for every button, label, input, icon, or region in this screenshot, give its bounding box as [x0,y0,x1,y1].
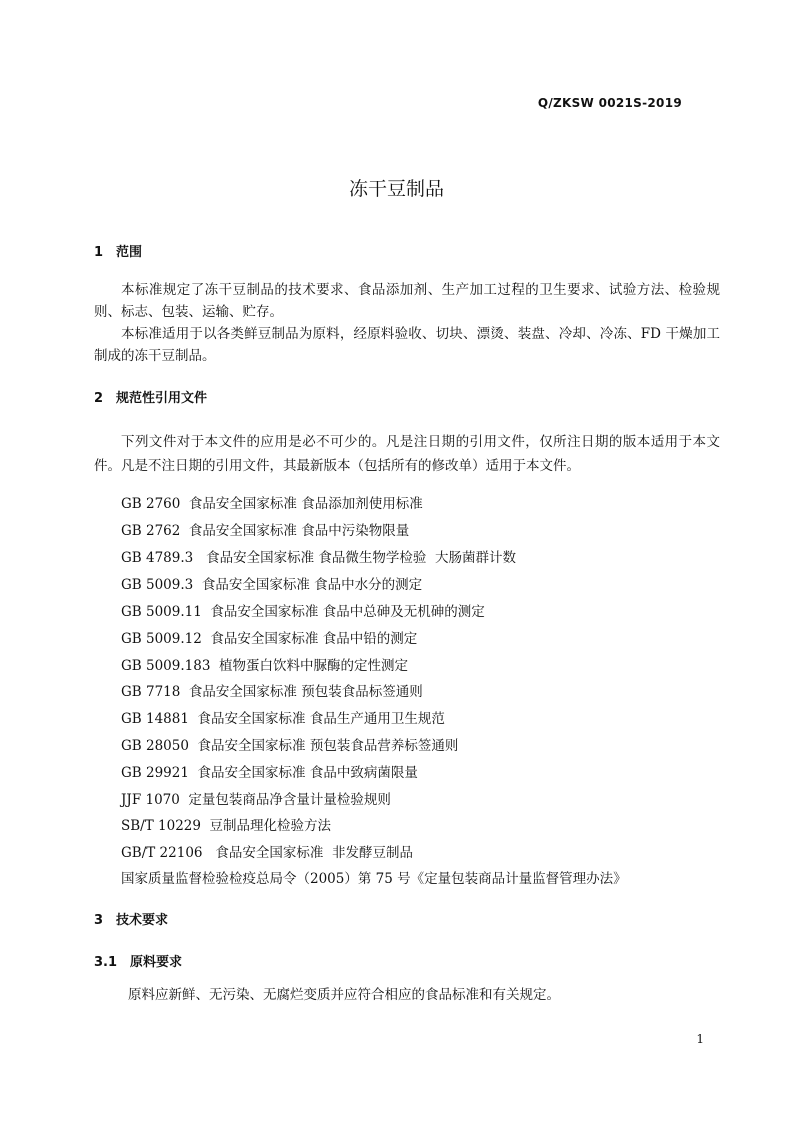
section-2-number: 2 [94,391,104,406]
reference-item: 国家质量监督检验检疫总局令（2005）第 75 号《定量包装商品计量监督管理办法》 [121,871,627,887]
section-1-paragraph-2: 本标准适用于以各类鲜豆制品为原料，经原料验收、切块、漂烫、装盘、冷却、冷冻、FD 干燥加工制成的冻干豆制品。 [94,326,720,364]
section-3-1-title: 原料要求 [130,955,183,970]
reference-item: GB 2760 食品安全国家标准 食品添加剂使用标准 [121,496,423,512]
section-2-intro: 下列文件对于本文件的应用是必不可少的。凡是注日期的引用文件，仅所注日期的版本适用于本文件。凡是不注日期的引用文件，其最新版本（包括所有的修改单）适用于本文件。 [94,434,720,474]
reference-item: GB 5009.183 植物蛋白饮料中脲酶的定性测定 [121,658,408,674]
section-3-number: 3 [94,913,104,928]
reference-item: GB 4789.3 食品安全国家标准 食品微生物学检验 大肠菌群计数 [121,550,516,566]
document-title: 冻干豆制品 [348,178,444,200]
section-3-title: 技术要求 [116,913,169,928]
reference-item: GB 29921 食品安全国家标准 食品中致病菌限量 [121,765,418,781]
section-3-heading [94,909,168,928]
reference-item: GB 5009.3 食品安全国家标准 食品中水分的测定 [121,577,423,593]
section-1-number: 1 [94,245,104,260]
section-3-1-heading [94,951,182,970]
section-3-1-number: 3.1 [94,955,118,970]
section-1-title: 范围 [116,245,143,260]
reference-item: JJF 1070 定量包装商品净含量计量检验规则 [121,792,391,808]
section-3-1-text: 原料应新鲜、无污染、无腐烂变质并应符合相应的食品标准和有关规定。 [128,987,560,1003]
section-2-title: 规范性引用文件 [116,391,208,406]
reference-item: GB 14881 食品安全国家标准 食品生产通用卫生规范 [121,711,445,727]
reference-item: GB 5009.11 食品安全国家标准 食品中总砷及无机砷的测定 [121,604,485,620]
reference-item: GB 28050 食品安全国家标准 预包装食品营养标签通则 [121,738,459,754]
reference-item: GB 2762 食品安全国家标准 食品中污染物限量 [121,523,410,539]
reference-item: SB/T 10229 豆制品理化检验方法 [121,818,332,834]
doc-number: Q/ZKSW 0021S-2019 [537,96,682,110]
reference-item: GB 7718 食品安全国家标准 预包装食品标签通则 [121,684,423,700]
reference-item: GB/T 22106 食品安全国家标准 非发酵豆制品 [121,845,413,861]
section-1-heading [94,241,142,260]
reference-item: GB 5009.12 食品安全国家标准 食品中铅的测定 [121,631,418,647]
page-number: 1 [696,1032,704,1046]
section-1-paragraph-1: 本标准规定了冻干豆制品的技术要求、食品添加剂、生产加工过程的卫生要求、试验方法、检验规则、标志、包装、运输、贮存。 [94,282,720,320]
section-2-heading [94,387,207,406]
